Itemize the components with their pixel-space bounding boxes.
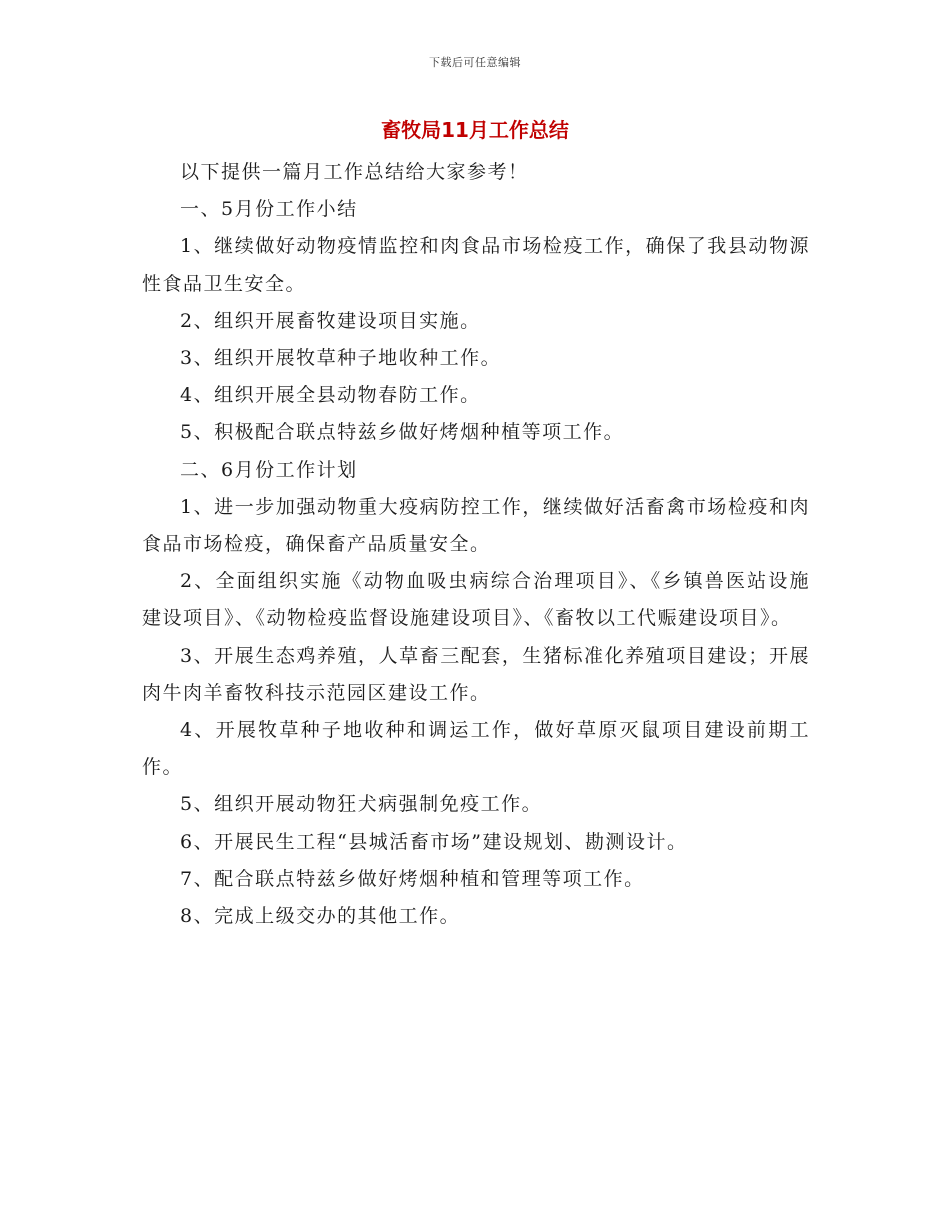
may-item-3: 3、组织开展牧草种子地收种工作。 — [180, 347, 502, 370]
june-item-7: 7、配合联点特兹乡做好烤烟种植和管理等项工作。 — [180, 867, 645, 890]
june-item-4: 4、开展牧草种子地收种和调运工作，做好草原灭鼠项目建设前期工作。 — [142, 719, 810, 779]
page-header: 下载后可任意编辑 — [429, 56, 521, 69]
document-body — [142, 154, 810, 935]
may-item-1: 1、继续做好动物疫情监控和肉食品市场检疫工作，确保了我县动物源性食品卫生安全。 — [142, 235, 810, 295]
section-heading-june-plan: 二、6月份工作计划 — [180, 458, 358, 481]
june-item-6: 6、开展民生工程“县城活畜市场”建设规划、勘测设计。 — [180, 830, 688, 853]
may-item-4: 4、组织开展全县动物春防工作。 — [180, 384, 481, 407]
june-item-2: 2、全面组织实施《动物血吸虫病综合治理项目》、《乡镇兽医站设施建设项目》、《动物检疫监督设施建设项目》、《畜牧以工代赈建设项目》。 — [142, 570, 810, 630]
intro-paragraph: 以下提供一篇月工作总结给大家参考！ — [180, 161, 529, 183]
june-item-1: 1、进一步加强动物重大疫病防控工作，继续做好活畜禽市场检疫和肉食品市场检疫，确保畜产品质量安全。 — [142, 495, 810, 556]
document-title: 畜牧局11月工作总结 — [381, 118, 569, 142]
section-heading-may-summary: 一、5月份工作小结 — [180, 198, 358, 221]
may-item-5: 5、积极配合联点特兹乡做好烤烟种植等项工作。 — [180, 421, 625, 444]
june-item-8: 8、完成上级交办的其他工作。 — [180, 905, 461, 928]
june-item-5: 5、组织开展动物狂犬病强制免疫工作。 — [180, 793, 543, 816]
june-item-3: 3、开展生态鸡养殖，人草畜三配套，生猪标准化养殖项目建设；开展肉牛肉羊畜牧科技示范园区建设工作。 — [142, 644, 810, 704]
may-item-2: 2、组织开展畜牧建设项目实施。 — [180, 309, 481, 332]
